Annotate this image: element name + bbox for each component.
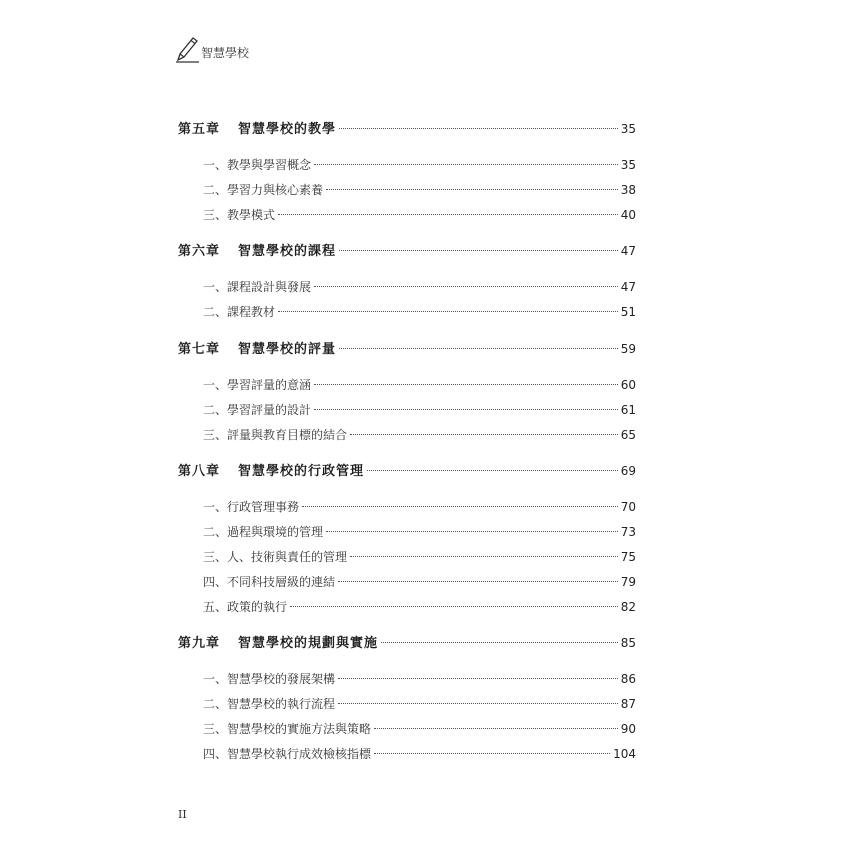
section-page-number: 65: [620, 427, 636, 442]
section-title: 四、智慧學校執行成效檢核指標: [203, 746, 372, 761]
section-page-number: 87: [620, 697, 636, 712]
section-title: 三、人、技術與責任的管理: [203, 549, 348, 564]
chapter-label: [178, 239, 336, 265]
chapter-label: [178, 631, 378, 657]
toc-section-entry[interactable]: [178, 203, 636, 228]
dot-leader: [350, 556, 618, 557]
dot-leader: [278, 311, 618, 312]
dot-leader: [326, 189, 618, 190]
toc-section-entry[interactable]: [178, 595, 636, 620]
table-of-contents: [178, 116, 636, 767]
dot-leader: [339, 348, 618, 349]
section-title: 四、不同科技層級的連結: [203, 574, 336, 589]
toc-section-entry[interactable]: [178, 398, 636, 423]
toc-section-entry[interactable]: [178, 178, 636, 203]
chapter-number: 第五章: [178, 122, 221, 137]
running-header: [175, 34, 249, 64]
toc-section-entry[interactable]: [178, 423, 636, 448]
dot-leader: [338, 703, 618, 704]
toc-section-entry[interactable]: [178, 300, 636, 325]
dot-leader: [338, 678, 618, 679]
chapter-page-number: 69: [620, 464, 636, 479]
chapter-title: 智慧學校的規劃與實施: [238, 636, 379, 652]
toc-chapter-entry[interactable]: [178, 336, 636, 362]
dot-leader: [374, 728, 618, 729]
dot-leader: [367, 470, 618, 471]
toc-section-entry[interactable]: [178, 520, 636, 545]
toc-section-entry[interactable]: [178, 717, 636, 742]
section-title: 二、學習評量的設計: [203, 402, 312, 417]
dot-leader: [314, 164, 618, 165]
section-page-number: 79: [620, 574, 636, 589]
section-page-number: 73: [620, 525, 636, 540]
chapter-page-number: 59: [620, 341, 636, 356]
toc-section-entry[interactable]: [178, 373, 636, 398]
chapter-title: 智慧學校的行政管理: [238, 464, 365, 480]
dot-leader: [374, 753, 610, 754]
chapter-label: [178, 337, 336, 363]
section-title: 二、智慧學校的執行流程: [203, 697, 336, 712]
section-page-number: 47: [620, 280, 636, 295]
chapter-page-number: 85: [620, 636, 636, 651]
section-page-number: 40: [620, 207, 636, 222]
dot-leader: [339, 128, 618, 129]
dot-leader: [326, 531, 618, 532]
section-title: 一、行政管理事務: [203, 500, 300, 515]
chapter-page-number: 35: [620, 122, 636, 136]
section-page-number: 60: [620, 377, 636, 392]
section-title: 一、智慧學校的發展架構: [203, 672, 336, 687]
chapter-title: 智慧學校的評量: [238, 341, 337, 357]
chapter-number: 第六章: [178, 244, 221, 260]
chapter-label: [178, 117, 336, 143]
section-page-number: 75: [620, 549, 636, 564]
page-number: II: [178, 808, 187, 821]
dot-leader: [278, 214, 618, 215]
toc-section-entry[interactable]: [178, 495, 636, 520]
toc-chapter-entry[interactable]: [178, 630, 636, 656]
dot-leader: [314, 409, 618, 410]
section-title: 二、過程與環境的管理: [203, 525, 324, 540]
section-page-number: 35: [620, 158, 636, 172]
dot-leader: [338, 581, 618, 582]
section-title: 三、教學模式: [203, 207, 276, 222]
section-title: 五、政策的執行: [203, 599, 288, 614]
section-title: 三、智慧學校的實施方法與策略: [203, 721, 372, 736]
chapter-number: 第九章: [178, 636, 221, 652]
chapter-title: 智慧學校的教學: [238, 122, 337, 137]
dot-leader: [381, 642, 618, 643]
chapter-number: 第七章: [178, 341, 221, 357]
section-page-number: 82: [620, 599, 636, 614]
section-page-number: 61: [620, 402, 636, 417]
chapter-page-number: 47: [620, 244, 636, 259]
toc-chapter-entry[interactable]: [178, 458, 636, 484]
toc-section-entry[interactable]: [178, 153, 636, 178]
toc-section-entry[interactable]: [178, 742, 636, 767]
toc-section-entry[interactable]: [178, 692, 636, 717]
section-title: 二、學習力與核心素養: [203, 182, 324, 197]
dot-leader: [290, 606, 618, 607]
toc-section-entry[interactable]: [178, 667, 636, 692]
section-title: 一、課程設計與發展: [203, 280, 312, 295]
dot-leader: [314, 384, 618, 385]
section-title: 三、評量與教育目標的結合: [203, 427, 348, 442]
section-page-number: 51: [620, 305, 636, 320]
toc-section-entry[interactable]: [178, 275, 636, 300]
header-title: 智慧學校: [201, 46, 250, 60]
section-page-number: 104: [613, 746, 636, 761]
chapter-number: 第八章: [178, 464, 221, 480]
dot-leader: [339, 250, 618, 251]
dot-leader: [302, 506, 618, 507]
section-page-number: 86: [620, 672, 636, 687]
toc-section-entry[interactable]: [178, 545, 636, 570]
toc-chapter-entry[interactable]: [178, 116, 636, 142]
dot-leader: [350, 434, 618, 435]
toc-section-entry[interactable]: [178, 570, 636, 595]
section-page-number: 90: [620, 721, 636, 736]
section-page-number: 70: [620, 500, 636, 515]
pencil-icon: [175, 34, 199, 64]
section-title: 一、學習評量的意涵: [203, 377, 312, 392]
section-title: 一、教學與學習概念: [203, 158, 312, 172]
dot-leader: [314, 286, 618, 287]
chapter-label: [178, 459, 364, 485]
section-page-number: 38: [620, 182, 636, 197]
section-title: 二、課程教材: [203, 305, 276, 320]
toc-chapter-entry[interactable]: [178, 238, 636, 264]
chapter-title: 智慧學校的課程: [238, 244, 337, 260]
